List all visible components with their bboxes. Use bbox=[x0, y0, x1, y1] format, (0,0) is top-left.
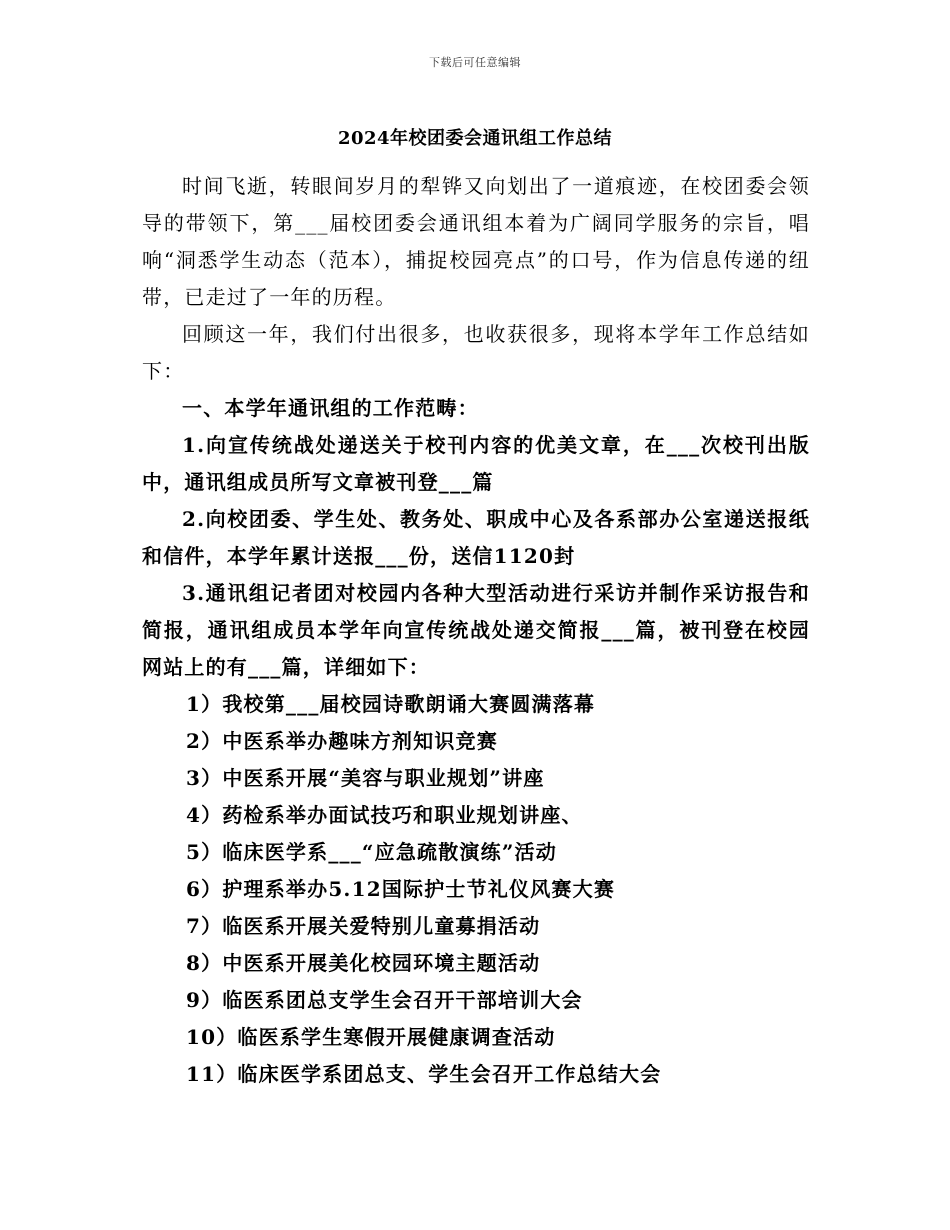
list-item: 9）临医系团总支学生会召开干部培训大会 bbox=[186, 988, 583, 1012]
list-item: 4）药检系举办面试技巧和职业规划讲座、 bbox=[186, 803, 583, 827]
list-item: 1）我校第___届校园诗歌朗诵大赛圆满落幕 bbox=[186, 692, 596, 716]
section-heading: 一、本学年通讯组的工作范畴： bbox=[182, 396, 479, 420]
list-item: 2）中医系举办趣味方剂知识竞赛 bbox=[186, 729, 498, 753]
numbered-point-1: 1.向宣传统战处递送关于校刊内容的优美文章，在___次校刊出版中，通讯组成员所写文章被刊登___篇 bbox=[142, 433, 810, 494]
intro-paragraph: 时间飞逝，转眼间岁月的犁铧又向划出了一道痕迹，在校团委会领导的带领下，第___届校团委会通讯组本着为广阔同学服务的宗旨，唱响“洞悉学生动态（范本），捕捉校园亮点”的口号，作为信息传递的纽带，已走过了一年的历程。 bbox=[142, 174, 810, 309]
document-body bbox=[142, 168, 810, 1093]
review-paragraph: 回顾这一年，我们付出很多，也收获很多，现将本学年工作总结如下： bbox=[142, 322, 810, 383]
list-item: 6）护理系举办5.12国际护士节礼仪风赛大赛 bbox=[186, 877, 616, 901]
numbered-point-3: 3.通讯组记者团对校园内各种大型活动进行采访并制作采访报告和简报，通讯组成员本学年向宣传统战处递交简报___篇，被刊登在校园网站上的有___篇，详细如下： bbox=[142, 581, 810, 679]
header-note: 下载后可任意编辑 bbox=[429, 56, 521, 69]
document-title: 2024年校团委会通讯组工作总结 bbox=[337, 128, 613, 149]
numbered-point-2: 2.向校团委、学生处、教务处、职成中心及各系部办公室递送报纸和信件，本学年累计送报___份，送信1120封 bbox=[142, 507, 810, 568]
list-item: 8）中医系开展美化校园环境主题活动 bbox=[186, 951, 541, 975]
list-item: 7）临医系开展关爱特别儿童募捐活动 bbox=[186, 914, 541, 938]
list-item: 10）临医系学生寒假开展健康调查活动 bbox=[186, 1025, 556, 1049]
list-item: 5）临床医学系___“应急疏散演练”活动 bbox=[186, 840, 557, 864]
list-item: 3）中医系开展“美容与职业规划”讲座 bbox=[186, 766, 545, 790]
list-item: 11）临床医学系团总支、学生会召开工作总结大会 bbox=[186, 1062, 662, 1086]
